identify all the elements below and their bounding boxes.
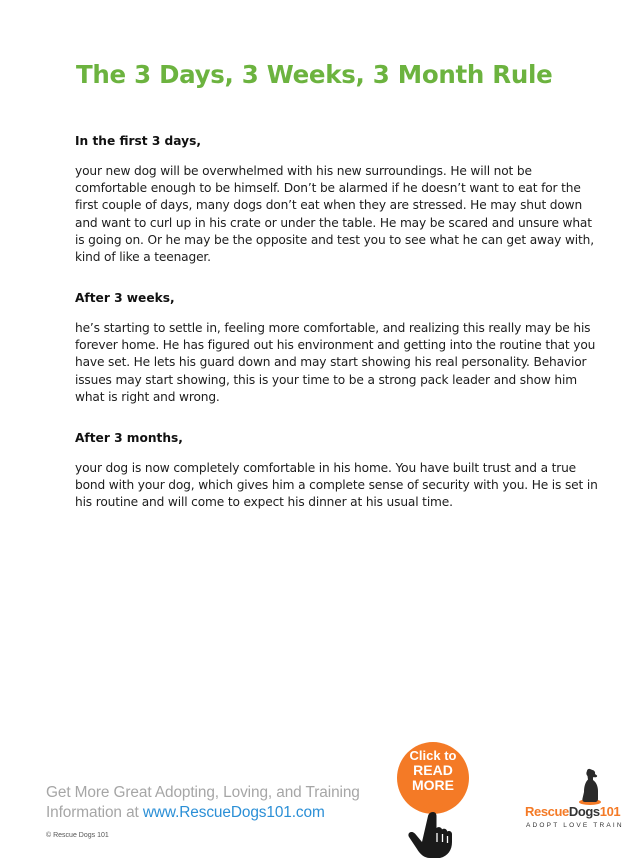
copyright: © Rescue Dogs 101 xyxy=(46,832,109,839)
logo-word-dogs: Dogs xyxy=(568,804,600,819)
footer-line-2-prefix: Information at xyxy=(46,803,143,821)
footer-line-2 xyxy=(46,803,360,823)
dog-silhouette-icon xyxy=(578,768,602,806)
logo-wordmark xyxy=(525,804,620,819)
logo-word-rescue: Rescue xyxy=(525,804,569,819)
page-title: The 3 Days, 3 Weeks, 3 Month Rule xyxy=(76,60,553,89)
logo-tagline: ADOPT LOVE TRAIN xyxy=(526,822,624,829)
read-more-line-1: Click to xyxy=(409,748,457,763)
section-heading: After 3 weeks, xyxy=(75,291,175,305)
section-body: your dog is now completely comfortable in his home. You have built trust and a true bond with your dog, which gives him a complete sense of security with you. He is set in his routine and will come to expect his dinner at his usual time. xyxy=(75,461,598,510)
logo-word-101: 101 xyxy=(599,804,621,819)
section-body: your new dog will be overwhelmed with his new surroundings. He will not be comfortable enough to be himself. Don’t be alarmed if he doesn’t want to eat for the first couple of days, many dogs don’t eat when they are stressed. He may shut down and want to curl up in his crate or under the table. He may be scared and unsure what is going on. Or he may be the opposite and test you to see what he can get away with, kind of like a teenager. xyxy=(75,164,594,265)
section-heading: In the first 3 days, xyxy=(75,134,201,148)
website-link[interactable]: www.RescueDogs101.com xyxy=(142,803,325,821)
read-more-line-3: MORE xyxy=(412,777,454,793)
section-body: he’s starting to settle in, feeling more comfortable, and realizing this really may be his forever home. He has figured out his environment and getting into the routine that you have set. He lets his guard down and may start showing his real personality. Behavior issues may start showing, this is your time to be a strong pack leader and show him what is right and wrong. xyxy=(75,321,596,404)
rescue-dogs-101-logo xyxy=(524,768,630,832)
footer-line-1: Get More Great Adopting, Loving, and Training xyxy=(46,784,360,801)
pointing-hand-icon[interactable] xyxy=(404,800,456,860)
section-after-3-months xyxy=(75,430,605,512)
read-more-line-2: READ xyxy=(413,762,453,778)
section-heading: After 3 months, xyxy=(75,431,183,445)
footer-promo xyxy=(46,783,360,822)
section-after-3-weeks xyxy=(75,290,605,406)
section-first-3-days xyxy=(75,133,605,266)
